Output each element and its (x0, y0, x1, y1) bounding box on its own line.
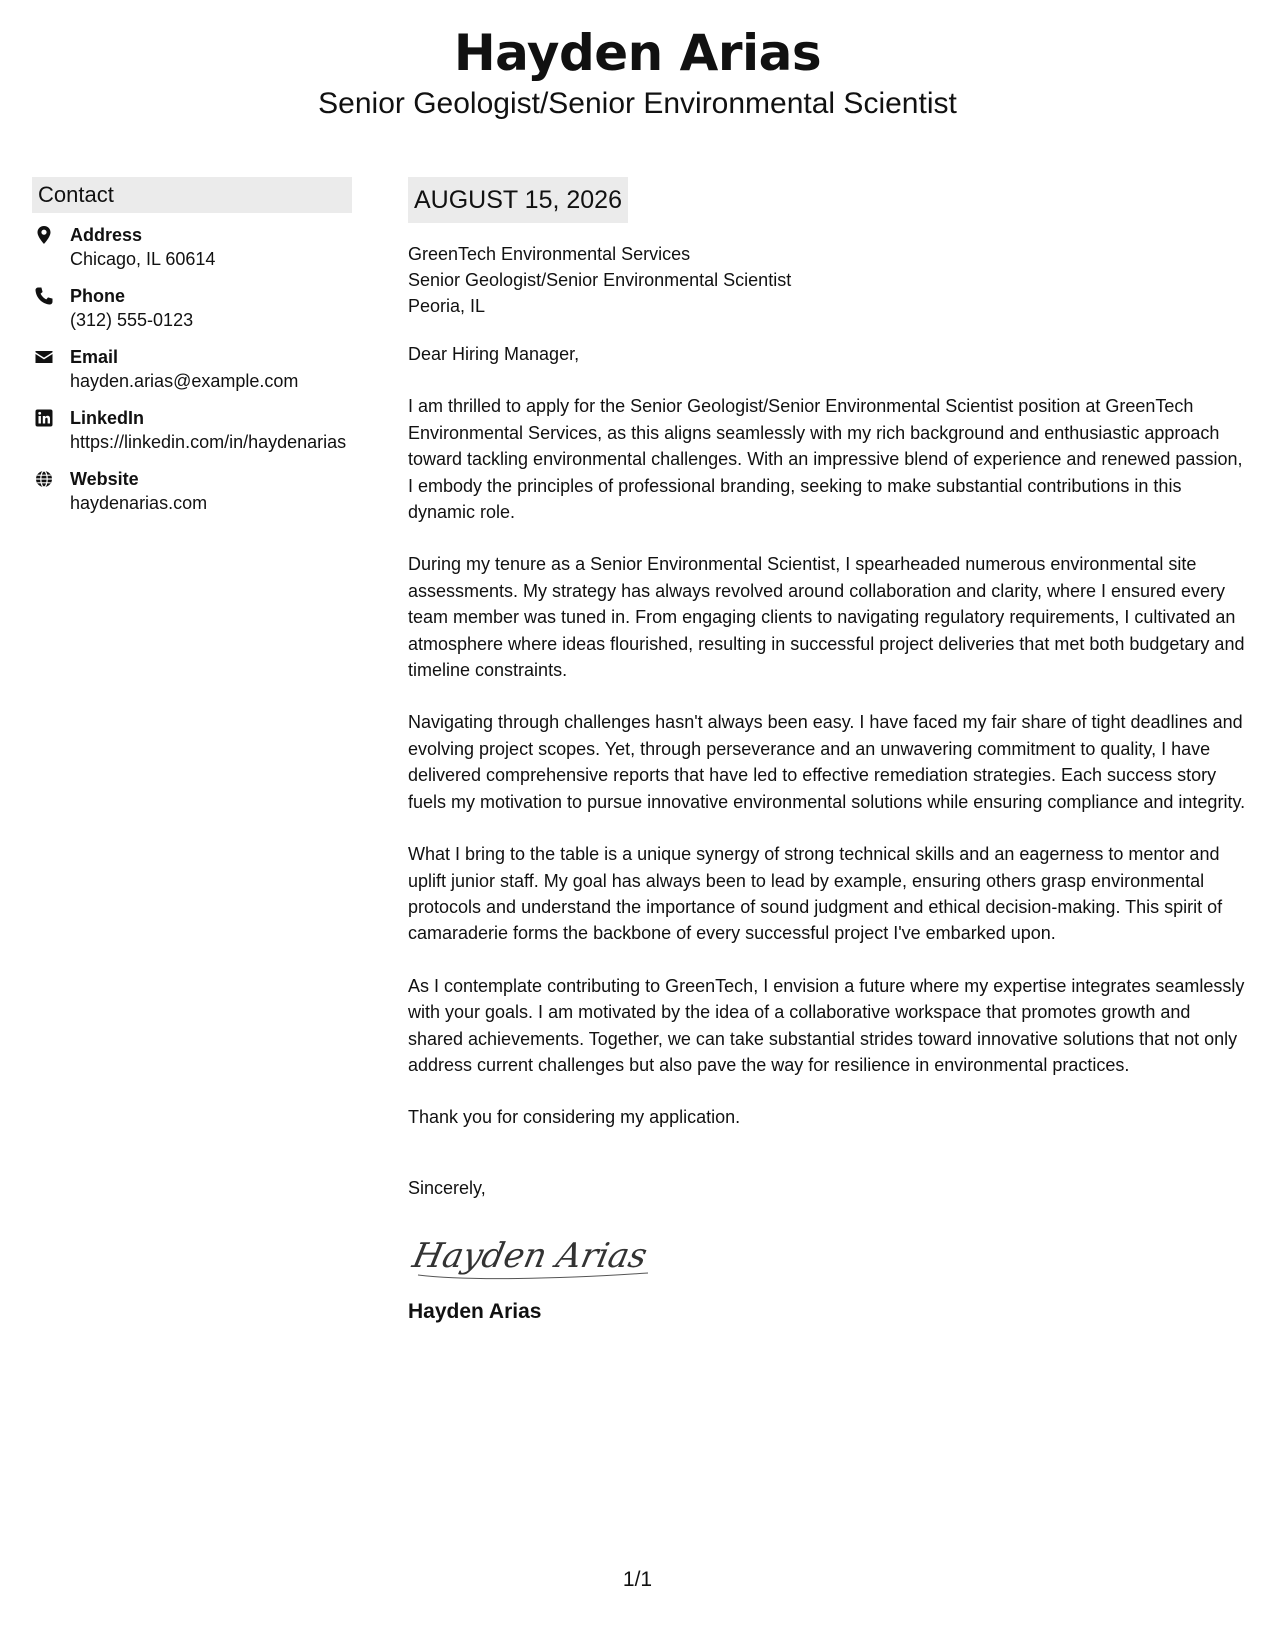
contact-sidebar (32, 177, 352, 528)
recipient-position: Senior Geologist/Senior Environmental Scientist (408, 270, 792, 290)
contact-label: Address (70, 225, 143, 245)
applicant-name: Hayden Arias (453, 24, 822, 82)
page-indicator: 1/1 (622, 1568, 653, 1591)
letter-paragraph: Thank you for considering my application. (408, 1107, 741, 1128)
contact-value: Chicago, IL 60614 (70, 249, 216, 269)
recipient-block (408, 241, 1248, 319)
contact-linkedin (32, 406, 352, 454)
contact-label: Email (70, 347, 119, 367)
contact-label: LinkedIn (70, 408, 145, 428)
contact-value: haydenarias.com (70, 493, 208, 513)
letter-paragraph: I am thrilled to apply for the Senior Geologist/Senior Environmental Scientist position at GreenTech Environmental Services, as this aligns seamlessly with my rich background and enthusiastic approach toward tackling environmental challenges. With an impressive blend of experience and renewed passion, I embody the principles of professional branding, seeking to make substantial contributions in this dynamic role. (408, 396, 1243, 523)
recipient-company: GreenTech Environmental Services (408, 244, 691, 264)
contact-value: hayden.arias@example.com (70, 371, 299, 391)
envelope-icon (34, 347, 54, 367)
letter-body (408, 177, 1248, 1327)
signature-image (408, 1215, 668, 1291)
contact-address (32, 223, 352, 271)
contact-section-title: Contact (32, 177, 352, 213)
contact-label: Phone (70, 286, 126, 306)
svg-text:Hayden Arias: Hayden Arias (409, 1236, 651, 1277)
contact-value: (312) 555-0123 (70, 310, 194, 330)
letter-paragraph: During my tenure as a Senior Environmental Scientist, I spearheaded numerous environmental site assessments. My strategy has always revolved around collaboration and clarity, where I ensured every team member was tuned in. From engaging clients to navigating regulatory requirements, I cultivated an atmosphere where ideas flourished, resulting in successful project deliveries that met both budgetary and timeline constraints. (408, 554, 1245, 681)
contact-value: https://linkedin.com/in/haydenarias (70, 432, 347, 452)
contact-website (32, 467, 352, 515)
location-pin-icon (34, 225, 54, 245)
contact-phone (32, 284, 352, 332)
globe-icon (34, 469, 54, 489)
letter-date: AUGUST 15, 2026 (408, 177, 628, 223)
phone-icon (34, 286, 54, 306)
signer-name: Hayden Arias (408, 1300, 542, 1324)
recipient-location: Peoria, IL (408, 296, 486, 316)
document-header (0, 22, 1275, 122)
applicant-title: Senior Geologist/Senior Environmental Scientist (318, 87, 957, 120)
letter-greeting: Dear Hiring Manager, (408, 344, 580, 364)
letter-paragraph: What I bring to the table is a unique synergy of strong technical skills and an eagerness to mentor and uplift junior staff. My goal has always been to lead by example, ensuring others grasp environmental protocols and understand the importance of sound judgment and ethical decision-making. This spirit of camaraderie forms the backbone of every successful project I've embarked upon. (408, 844, 1223, 944)
letter-closing: Sincerely, (408, 1177, 486, 1198)
handwritten-signature (408, 1215, 1248, 1291)
contact-email (32, 345, 352, 393)
contact-label: Website (70, 469, 139, 489)
linkedin-icon (34, 408, 54, 428)
letter-paragraph: As I contemplate contributing to GreenTech, I envision a future where my expertise integrates seamlessly with your goals. I am motivated by the idea of a collaborative workspace that promotes growth and shared achievements. Together, we can take substantial strides toward innovative solutions that not only address current challenges but also pave the way for resilience in environmental practices. (408, 975, 1245, 1075)
letter-paragraph: Navigating through challenges hasn't always been easy. I have faced my fair share of tight deadlines and evolving project scopes. Yet, through perseverance and an unwavering commitment to quality, I have delivered comprehensive reports that have led to effective remediation strategies. Each success story fuels my motivation to pursue innovative environmental solutions while ensuring compliance and integrity. (408, 712, 1246, 812)
